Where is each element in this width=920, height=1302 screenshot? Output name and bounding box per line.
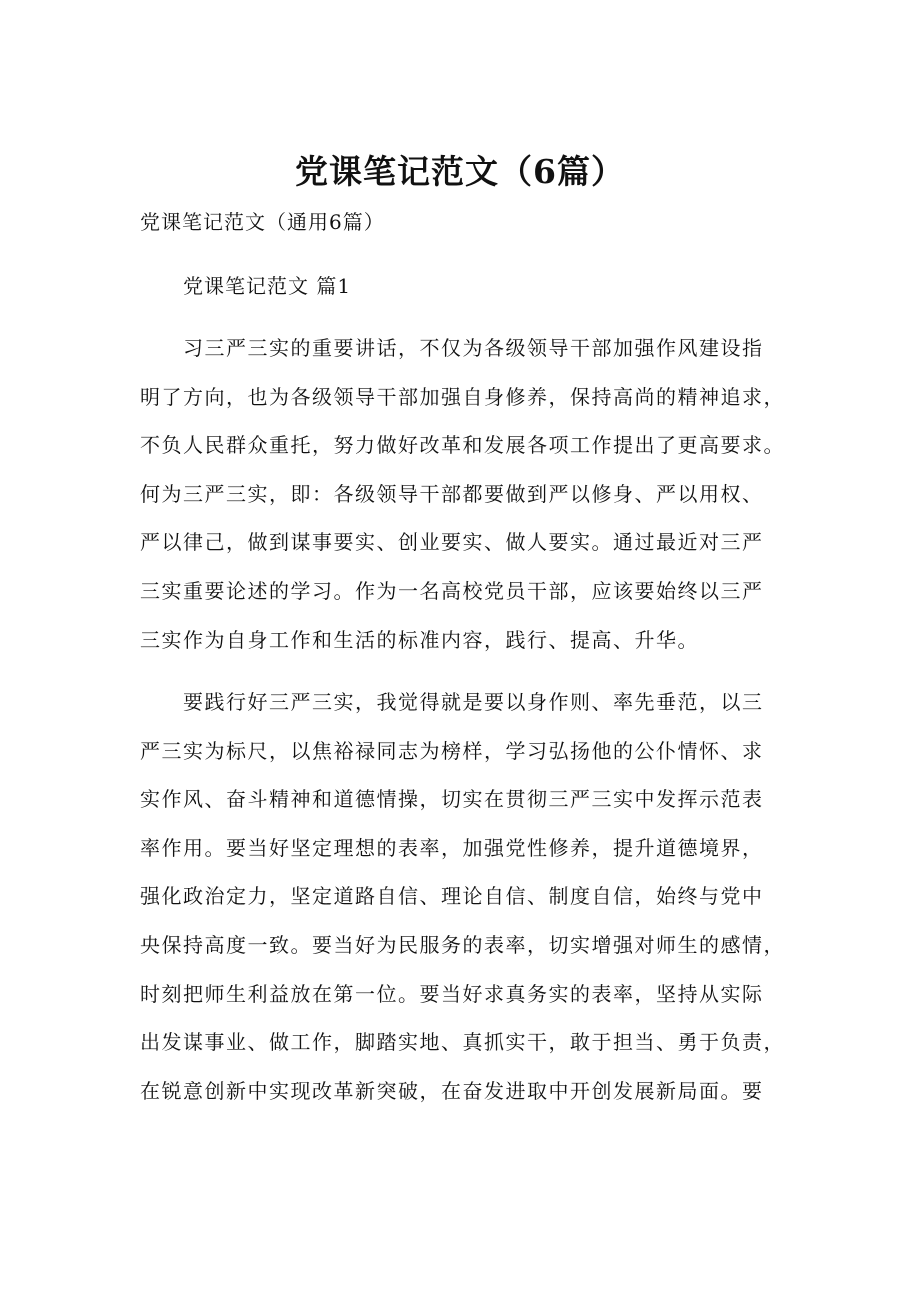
- section-heading: 党课笔记范文 篇1: [183, 274, 352, 298]
- paragraph-line: 何为三严三实，即：各级领导干部都要做到严以修身、严以用权、: [140, 481, 764, 506]
- paragraph-line: 习三严三实的重要讲话，不仅为各级领导干部加强作风建设指: [183, 336, 764, 360]
- paragraph-line: 强化政治定力，坚定道路自信、理论自信、制度自信，始终与党中: [140, 884, 764, 909]
- document-subtitle: 党课笔记范文（通用6篇）: [140, 210, 385, 234]
- paragraph-line: 严以律己，做到谋事要实、创业要实、做人要实。通过最近对三严: [140, 530, 764, 555]
- paragraph-2: [140, 687, 820, 1124]
- paragraph-line: 实作风、奋斗精神和道德情操，切实在贯彻三严三实中发挥示范表: [140, 787, 764, 812]
- paragraph-line: 出发谋事业、做工作，脚踏实地、真抓实干，敢于担当、勇于负责，: [140, 1030, 785, 1055]
- paragraph-line: 在锐意创新中实现改革新突破，在奋发进取中开创发展新局面。要: [140, 1078, 764, 1103]
- paragraph-line: 央保持高度一致。要当好为民服务的表率，切实增强对师生的感情，: [140, 932, 785, 957]
- paragraph-line: 三实重要论述的学习。作为一名高校党员干部，应该要始终以三严: [140, 578, 764, 603]
- document-title: 党课笔记范文（6篇）: [295, 152, 625, 191]
- paragraph-line: 时刻把师生利益放在第一位。要当好求真务实的表率，坚持从实际: [140, 981, 764, 1006]
- paragraph-line: 三实作为自身工作和生活的标准内容，践行、提高、升华。: [140, 627, 699, 652]
- paragraph-line: 不负人民群众重托，努力做好改革和发展各项工作提出了更高要求。: [140, 433, 785, 458]
- paragraph-1: [140, 333, 820, 673]
- paragraph-line: 要践行好三严三实，我觉得就是要以身作则、率先垂范，以三: [183, 690, 764, 714]
- paragraph-line: 明了方向，也为各级领导干部加强自身修养，保持高尚的精神追求，: [140, 384, 785, 409]
- paragraph-line: 率作用。要当好坚定理想的表率，加强党性修养，提升道德境界，: [140, 835, 764, 860]
- paragraph-line: 严三实为标尺，以焦裕禄同志为榜样，学习弘扬他的公仆情怀、求: [140, 738, 764, 763]
